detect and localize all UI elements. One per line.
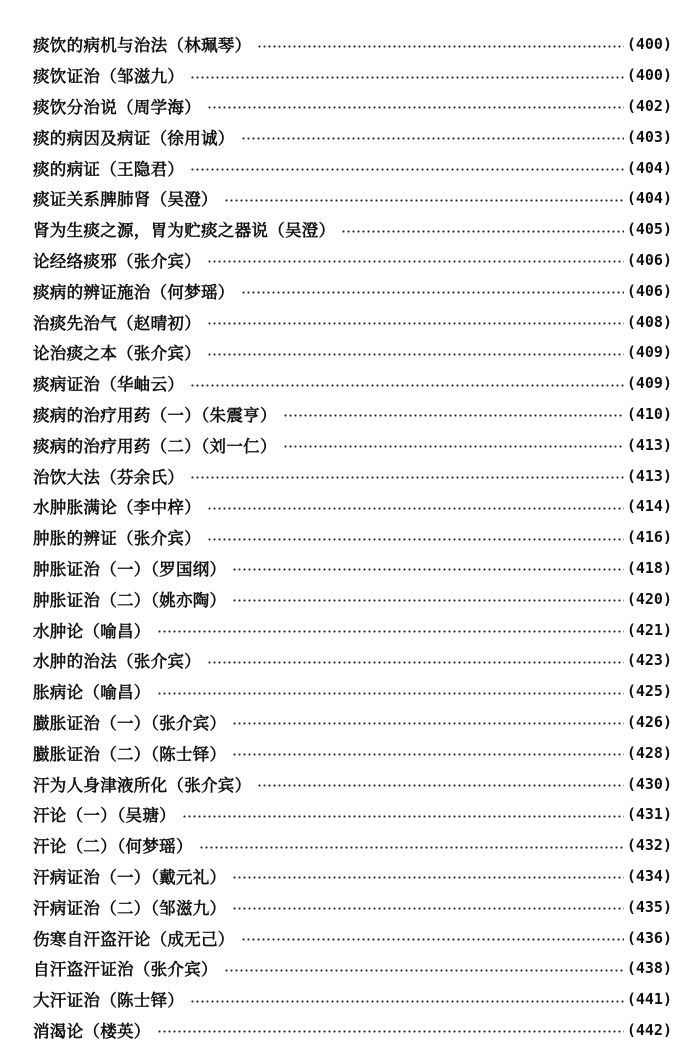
toc-entry[interactable]	[33, 953, 672, 984]
dot-leader	[207, 661, 624, 664]
dot-leader	[207, 507, 624, 510]
toc-entry-page-number: (423)	[626, 651, 672, 670]
dot-leader	[207, 353, 624, 356]
dot-leader	[157, 1030, 624, 1033]
toc-entry[interactable]	[33, 768, 672, 799]
toc-entry[interactable]	[33, 429, 672, 460]
toc-entry[interactable]	[33, 306, 672, 337]
toc-entry-page-number: (432)	[626, 836, 672, 855]
dot-leader	[241, 938, 624, 941]
dot-leader	[232, 753, 623, 756]
toc-entry[interactable]	[33, 799, 672, 830]
toc-entry-page-number: (413)	[626, 466, 672, 485]
toc-entry-page-number: (409)	[626, 374, 672, 393]
toc-entry-title: 胀病论（喻昌）	[33, 683, 151, 703]
toc-entry[interactable]	[33, 368, 672, 399]
toc-entry-page-number: (404)	[626, 158, 672, 177]
toc-entry-page-number: (418)	[626, 558, 672, 577]
dot-leader	[232, 568, 623, 571]
toc-entry-title: 痰病的治疗用药（一）（朱震亨）	[33, 405, 277, 425]
dot-leader	[283, 445, 624, 448]
toc-entry[interactable]	[33, 214, 672, 245]
toc-entry-title: 痰的病证（王隐君）	[33, 159, 185, 179]
toc-entry-page-number: (402)	[626, 96, 672, 115]
toc-entry-title: 消渴论（楼英）	[33, 1021, 151, 1041]
toc-entry[interactable]	[33, 183, 672, 214]
toc-entry-title: 水肿胀满论（李中梓）	[33, 498, 201, 518]
toc-entry[interactable]	[33, 245, 672, 276]
toc-entry-page-number: (420)	[626, 589, 672, 608]
toc-entry-page-number: (434)	[626, 866, 672, 885]
toc-entry-page-number: (416)	[626, 528, 672, 547]
toc-entry-page-number: (404)	[626, 189, 672, 208]
toc-entry-title: 论治痰之本（张介宾）	[33, 344, 201, 364]
toc-entry[interactable]	[33, 121, 672, 152]
toc-entry-title: 论经络痰邪（张介宾）	[33, 251, 201, 271]
dot-leader	[283, 414, 624, 417]
toc-entry-title: 伤寒自汗盗汗论（成无己）	[33, 929, 235, 949]
toc-entry-title: 水肿的治法（张介宾）	[33, 652, 201, 672]
toc-entry[interactable]	[33, 491, 672, 522]
dot-leader	[190, 1000, 624, 1003]
toc-entry-title: 汗论（二）（何梦瑶）	[33, 837, 193, 857]
toc-entry-title: 痰病的辨证施治（何梦瑶）	[33, 282, 235, 302]
toc-entry[interactable]	[33, 737, 672, 768]
dot-leader	[232, 876, 623, 879]
toc-entry-page-number: (406)	[626, 250, 672, 269]
toc-entry-title: 肾为生痰之源，胃为贮痰之器说（吴澄）	[33, 221, 336, 241]
toc-entry-title: 痰病证治（华岫云）	[33, 375, 185, 395]
toc-entry-title: 痰病的治疗用药（二）（刘一仁）	[33, 436, 277, 456]
dot-leader	[257, 45, 623, 48]
dot-leader	[224, 199, 624, 202]
toc-entry-page-number: (425)	[626, 682, 672, 701]
dot-leader	[182, 815, 624, 818]
dot-leader	[207, 538, 624, 541]
toc-entry[interactable]	[33, 614, 672, 645]
toc-entry-page-number: (436)	[626, 928, 672, 947]
toc-entry-page-number: (410)	[626, 404, 672, 423]
toc-entry-page-number: (428)	[626, 743, 672, 762]
dot-leader	[241, 291, 624, 294]
dot-leader	[224, 969, 624, 972]
toc-entry[interactable]	[33, 922, 672, 953]
toc-entry-page-number: (431)	[626, 805, 672, 824]
toc-entry-title: 水肿论（喻昌）	[33, 621, 151, 641]
toc-entry-page-number: (435)	[626, 897, 672, 916]
toc-entry-title: 痰饮证治（邹滋九）	[33, 67, 185, 87]
dot-leader	[232, 722, 623, 725]
toc-entry[interactable]	[33, 399, 672, 430]
toc-entry-title: 肿胀证治（一）（罗国纲）	[33, 559, 227, 579]
toc-entry[interactable]	[33, 707, 672, 738]
dot-leader	[232, 907, 623, 910]
dot-leader	[257, 784, 623, 787]
toc-entry[interactable]	[33, 553, 672, 584]
toc-entry-title: 痰证关系脾肺肾（吴澄）	[33, 190, 218, 210]
toc-entry[interactable]	[33, 676, 672, 707]
toc-entry-page-number: (400)	[626, 35, 672, 54]
toc-entry[interactable]	[33, 984, 672, 1015]
toc-entry[interactable]	[33, 460, 672, 491]
dot-leader	[190, 476, 624, 479]
toc-entry-title: 臌胀证治（一）（张介宾）	[33, 713, 227, 733]
toc-entry-page-number: (438)	[626, 959, 672, 978]
dot-leader	[341, 230, 623, 233]
toc-entry-title: 治痰先治气（赵晴初）	[33, 313, 201, 333]
toc-entry-page-number: (426)	[626, 712, 672, 731]
toc-entry-title: 汗为人身津液所化（张介宾）	[33, 775, 252, 795]
toc-entry[interactable]	[33, 29, 672, 60]
toc-entry-page-number: (414)	[626, 497, 672, 516]
toc-entry-title: 汗病证治（二）（邹滋九）	[33, 898, 227, 918]
toc-entry-page-number: (403)	[626, 127, 672, 146]
dot-leader	[199, 846, 624, 849]
toc-entry-page-number: (421)	[626, 620, 672, 639]
toc-entry[interactable]	[33, 861, 672, 892]
toc-entry-title: 臌胀证治（二）（陈士铎）	[33, 744, 227, 764]
toc-entry-title: 痰饮的病机与治法（林珮琴）	[33, 36, 252, 56]
dot-leader	[157, 630, 624, 633]
dot-leader	[190, 384, 624, 387]
toc-entry-title: 治饮大法（芬余氏）	[33, 467, 185, 487]
toc-entry[interactable]	[33, 1015, 672, 1046]
toc-entry[interactable]	[33, 91, 672, 122]
toc-entry[interactable]	[33, 830, 672, 861]
dot-leader	[190, 76, 624, 79]
toc-entry[interactable]	[33, 583, 672, 614]
toc-entry[interactable]	[33, 645, 672, 676]
toc-entry-title: 汗病证治（一）（戴元礼）	[33, 867, 227, 887]
toc-entry[interactable]	[33, 60, 672, 91]
dot-leader	[232, 599, 623, 602]
toc-entry-title: 汗论（一）（吴瑭）	[33, 806, 176, 826]
dot-leader	[157, 692, 624, 695]
toc-entry[interactable]	[33, 337, 672, 368]
toc-entry-page-number: (400)	[626, 66, 672, 85]
toc-entry[interactable]	[33, 522, 672, 553]
toc-entry-title: 自汗盗汗证治（张介宾）	[33, 960, 218, 980]
dot-leader	[207, 260, 624, 263]
toc-entry-title: 痰的病因及病证（徐用诚）	[33, 128, 235, 148]
toc-entry-page-number: (408)	[626, 312, 672, 331]
toc-entry-page-number: (413)	[626, 435, 672, 454]
toc-entry-title: 痰饮分治说（周学海）	[33, 97, 201, 117]
toc-entry[interactable]	[33, 152, 672, 183]
toc-entry[interactable]	[33, 891, 672, 922]
toc-entry[interactable]	[33, 275, 672, 306]
dot-leader	[190, 168, 624, 171]
toc-entry-page-number: (441)	[626, 990, 672, 1009]
toc-entry-page-number: (430)	[626, 774, 672, 793]
toc-entry-title: 肿胀的辨证（张介宾）	[33, 529, 201, 549]
dot-leader	[207, 106, 624, 109]
toc-entry-page-number: (409)	[626, 343, 672, 362]
toc-entry-page-number: (406)	[626, 281, 672, 300]
toc-entry-title: 大汗证治（陈士铎）	[33, 991, 185, 1011]
dot-leader	[207, 322, 624, 325]
toc-entry-page-number: (405)	[626, 220, 672, 239]
toc-entry-page-number: (442)	[626, 1020, 672, 1039]
toc-entry-title: 肿胀证治（二）（姚亦陶）	[33, 590, 227, 610]
dot-leader	[241, 137, 624, 140]
